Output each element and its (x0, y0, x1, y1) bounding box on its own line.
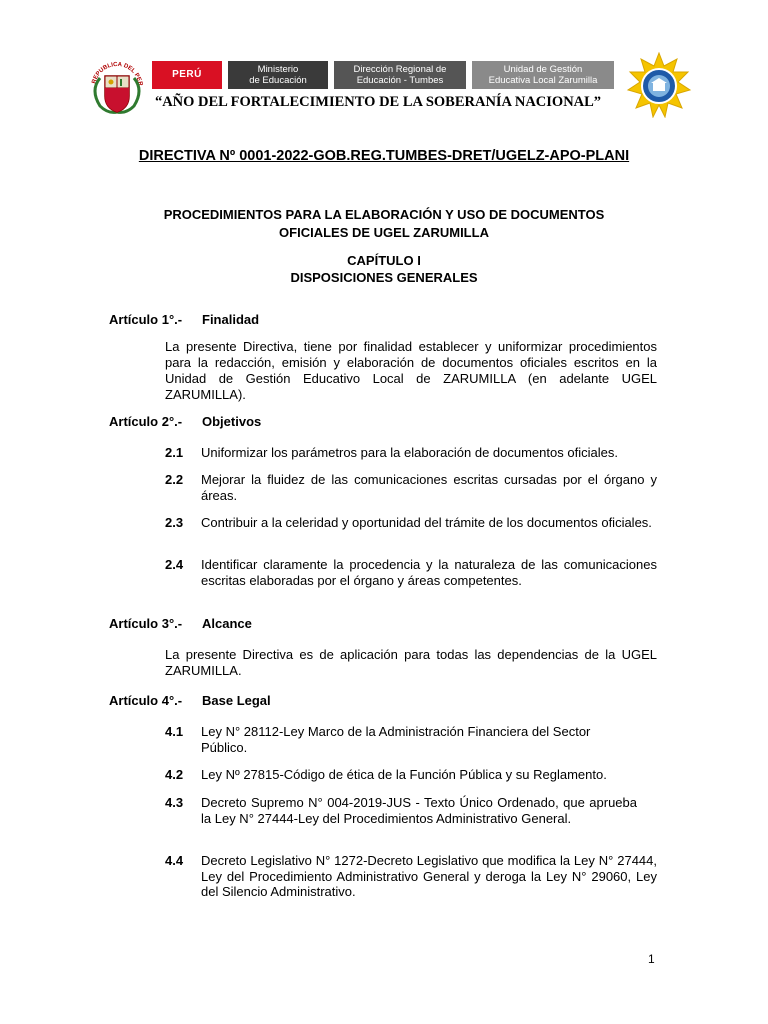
list-item (165, 767, 647, 783)
article-2-heading (109, 414, 262, 430)
item-text: Contribuir a la celeridad y oportunidad del trámite de los documentos oficiales. (201, 515, 652, 530)
item-number: 2.1 (165, 445, 184, 460)
item-number: 4.3 (165, 795, 184, 810)
directive-title: DIRECTIVA Nº 0001-2022-GOB.REG.TUMBES-DRET/UGELZ-APO-PLANI (138, 148, 630, 164)
article-3-heading (109, 616, 252, 632)
direccion-regional-box (334, 61, 466, 89)
procedure-title-line-2: OFICIALES DE UGEL ZARUMILLA (279, 225, 489, 240)
item-number: 2.2 (165, 472, 184, 487)
shield-arc-text: REPUBLICA DEL PER (91, 61, 143, 87)
article-4-label: Artículo 4°.- (109, 693, 183, 708)
direccion-regional-label: Dirección Regional de Educación - Tumbes (353, 63, 447, 86)
article-1-title: Finalidad (202, 312, 260, 327)
procedure-title (90, 206, 678, 242)
procedure-title-line-1: PROCEDIMIENTOS PARA LA ELABORACIÓN Y USO DE DOCUMENTOS (163, 207, 605, 222)
article-1-heading (109, 312, 260, 328)
article-2-title: Objetivos (202, 414, 262, 429)
peru-label-box: PERÚ (152, 61, 222, 89)
item-text: Decreto Legislativo N° 1272-Decreto Legislativo que modifica la Ley N° 27444, Ley del Procedimiento Administrativo General y deroga la Ley N° 29060, Ley del Silencio Administrativo. (201, 853, 657, 899)
item-text: Ley N° 28112-Ley Marco de la Administración Financiera del Sector Público. (201, 724, 591, 755)
list-item (165, 445, 657, 461)
chapter-title: DISPOSICIONES GENERALES (290, 270, 478, 285)
item-number: 2.3 (165, 515, 184, 530)
ministerio-label: Ministerio de Educación (249, 63, 307, 86)
item-number: 2.4 (165, 557, 184, 572)
list-item (165, 515, 657, 531)
item-text: Mejorar la fluidez de las comunicaciones escritas cursadas por el órgano y áreas. (201, 472, 657, 503)
article-1-paragraph: La presente Directiva, tiene por finalidad establecer y uniformizar procedimientos para la redacción, emisión y elaboración de documentos oficiales escritos en la Unidad de Gestión Educativo Local de ZARUMILLA (en adelante UGEL ZARUMILLA). (165, 339, 657, 402)
ugel-label: Unidad de Gestión Educativa Local Zarumilla (488, 63, 598, 86)
ugel-zarumilla-box (472, 61, 614, 89)
article-4-title: Base Legal (202, 693, 271, 708)
article-3-title: Alcance (202, 616, 252, 631)
item-number: 4.2 (165, 767, 184, 782)
list-item (165, 795, 637, 826)
item-number: 4.1 (165, 724, 184, 739)
item-number: 4.4 (165, 853, 184, 868)
item-text: Ley Nº 27815-Código de ética de la Función Pública y su Reglamento. (201, 767, 607, 782)
item-text: Identificar claramente la procedencia y la naturaleza de las comunicaciones escritas elaboradas por el órgano y áreas competentes. (201, 557, 657, 588)
year-motto: “AÑO DEL FORTALECIMIENTO DE LA SOBERANÍA NACIONAL” (154, 94, 602, 110)
ministerio-educacion-box (228, 61, 328, 89)
ugel-zarumilla-sun-logo (626, 52, 692, 118)
chapter-label: CAPÍTULO I (347, 253, 421, 268)
list-item (165, 557, 657, 588)
chapter-heading (90, 252, 678, 286)
article-2-label: Artículo 2°.- (109, 414, 183, 429)
article-3-paragraph: La presente Directiva es de aplicación para todas las dependencias de la UGEL ZARUMILLA. (165, 647, 657, 678)
article-3-label: Artículo 3°.- (109, 616, 183, 631)
page-number: 1 (648, 952, 655, 966)
list-item (165, 472, 657, 503)
item-text: Decreto Supremo N° 004-2019-JUS - Texto Único Ordenado, que aprueba la Ley N° 27444-Ley del Procedimientos Administrativo General. (201, 795, 637, 826)
article-1-label: Artículo 1°.- (109, 312, 183, 327)
list-item (165, 724, 630, 755)
item-text: Uniformizar los parámetros para la elaboración de documentos oficiales. (201, 445, 618, 460)
list-item (165, 853, 657, 900)
article-4-heading (109, 693, 271, 709)
